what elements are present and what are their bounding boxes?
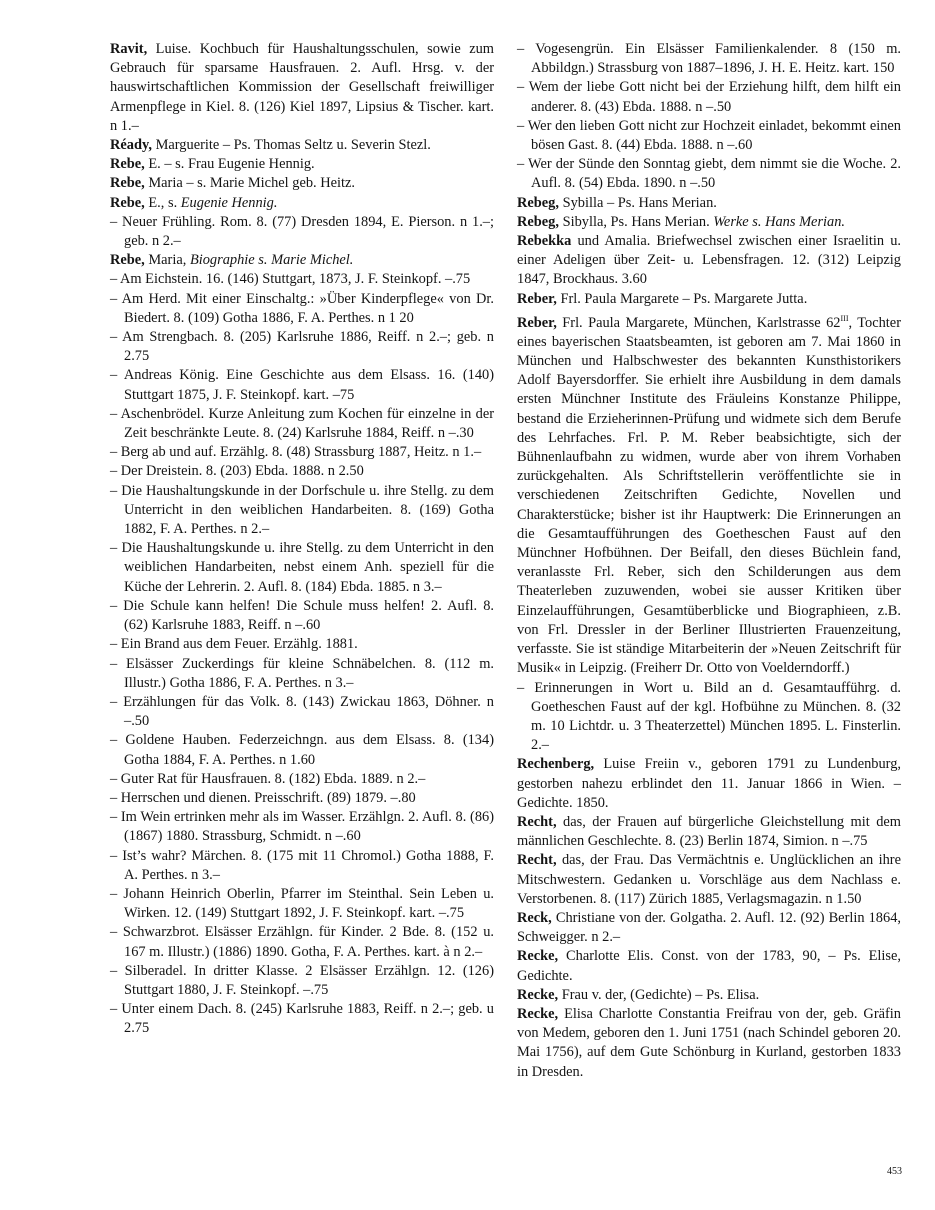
- entry-heading: Reber,: [517, 314, 557, 331]
- entry-text: – Vogesengrün. Ein Elsässer Familienkalender. 8 (150 m. Abbildgn.) Strassburg von 1887–1896, J. H. E. Heitz. kart. 150: [517, 41, 901, 77]
- entry-heading: Rebeg,: [517, 194, 559, 211]
- bibliography-entry: [517, 194, 901, 213]
- entry-heading: Rebe,: [110, 194, 145, 211]
- entry-text: – Ist’s wahr? Märchen. 8. (175 mit 11 Chromol.) Gotha 1888, F. A. Perthes. n 3.–: [110, 847, 494, 883]
- bibliography-entry: [517, 1005, 901, 1082]
- bibliography-entry: [110, 194, 494, 213]
- entry-text: Luise Freiin v., geboren 1791 zu Lundenburg, gestorben nahezu erblindet den 11. Januar 1866 in Wien. – Gedichte. 1850.: [517, 756, 901, 811]
- entry-text: Luise. Kochbuch für Haushaltungsschulen, sowie zum Gebrauch für sparsame Hausfrauen. 2. Aufl. Hrsg. v. der hauswirtschaftlichen Kommission der Gesellschaft freiwilliger Armenpflege in Kiel. 8. (126) Kiel 1897, Lipsius & Tischer. kart. n 1.–: [110, 41, 494, 134]
- bibliography-entry: [110, 808, 494, 846]
- entry-text: – Unter einem Dach. 8. (245) Karlsruhe 1883, Reiff. n 2.–; geb. u 2.75: [110, 1001, 494, 1037]
- bibliography-entry: [110, 443, 494, 462]
- entry-text: – Ein Brand aus dem Feuer. Erzählg. 1881.: [110, 636, 358, 653]
- bibliography-entry: [110, 366, 494, 404]
- bibliography-entry: [110, 1000, 494, 1038]
- bibliography-entry: [110, 885, 494, 923]
- entry-text: – Schwarzbrot. Elsässer Erzählgn. für Kinder. 2 Bde. 8. (152 u. 167 m. Illustr.) (1886) 1890. Gotha, F. A. Perthes. kart. à n 2.–: [110, 924, 494, 960]
- bibliography-entry: [110, 405, 494, 443]
- bibliography-entry: [110, 693, 494, 731]
- entry-heading: Rechenberg,: [517, 756, 595, 773]
- bibliography-entry: [110, 290, 494, 328]
- bibliography-entry: [517, 232, 901, 290]
- entry-heading: Recke,: [517, 1005, 559, 1022]
- entry-text: Marguerite – Ps. Thomas Seltz u. Severin Stezl.: [151, 137, 431, 154]
- bibliography-entry: [110, 40, 494, 136]
- bibliography-entry: [110, 923, 494, 961]
- bibliography-entry: [517, 290, 901, 309]
- entry-text: – Wem der liebe Gott nicht bei der Erziehung hilft, dem hilft ein anderer. 8. (43) Ebda. 1888. n –.50: [517, 79, 901, 115]
- bibliography-entry: [110, 635, 494, 654]
- entry-heading: Reck,: [517, 909, 552, 926]
- bibliography-entry: [517, 213, 901, 232]
- entry-text: – Berg ab und auf. Erzählg. 8. (48) Strassburg 1887, Heitz. n 1.–: [110, 444, 482, 461]
- entry-heading: Recht,: [517, 813, 557, 830]
- bibliography-entry: [517, 40, 901, 78]
- entry-text: Christiane von der. Golgatha. 2. Aufl. 12. (92) Berlin 1864, Schweigger. n 2.–: [517, 909, 901, 946]
- bibliography-entry: [110, 482, 494, 540]
- bibliography-entry: [110, 539, 494, 597]
- entry-superscript: III: [840, 313, 849, 323]
- bibliography-entry: [110, 597, 494, 635]
- bibliography-entry: [517, 155, 901, 193]
- entry-text: Frau v. der, (Gedichte) – Ps. Elisa.: [558, 986, 760, 1003]
- entry-text: – Neuer Frühling. Rom. 8. (77) Dresden 1894, E. Pierson. n 1.–; geb. n 2.–: [110, 213, 494, 250]
- bibliography-entry: [110, 789, 494, 808]
- bibliography-entry: [517, 679, 901, 756]
- entry-text: – Am Eichstein. 16. (146) Stuttgart, 1873, J. F. Steinkopf. –.75: [110, 271, 471, 288]
- entry-heading: Rebe,: [110, 175, 145, 192]
- bibliography-entry: [110, 270, 494, 289]
- entry-text: – Die Haushaltungskunde u. ihre Stellg. zu dem Unterricht in den weiblichen Handarbeiten, nebst einem Anh. speziell für die Küche der Lehrerin. 2. Aufl. 8. (184) Ebda. 1885. n 3.–: [110, 540, 494, 595]
- bibliography-entry: [517, 78, 901, 116]
- entry-heading: Rebe,: [110, 156, 145, 173]
- entry-text: Maria – s. Marie Michel geb. Heitz.: [144, 175, 355, 192]
- bibliography-entry: [517, 851, 901, 909]
- bibliography-entry: [110, 847, 494, 885]
- entry-text: – Wer der Sünde den Sonntag giebt, dem nimmt sie die Woche. 2. Aufl. 8. (54) Ebda. 1890. n –.50: [517, 156, 901, 192]
- entry-text: – Aschenbrödel. Kurze Anleitung zum Kochen für einzelne in der Zeit beschränkte Leute. 8. (24) Karlsruhe 1884, Reiff. n –.30: [110, 405, 494, 442]
- bibliography-entry: [110, 655, 494, 693]
- bibliography-entry: [110, 136, 494, 155]
- entry-text: Elisa Charlotte Constantia Freifrau von der, geb. Gräfin von Medem, geboren den 1. Juni 1751 (nach Schindel geboren 20. Mai 1756), auf dem Gute Schönburg in Kurland, gestorben 1833 in Dresden.: [517, 1005, 901, 1080]
- entry-text-continued: , Tochter eines bayerischen Staatsbeamten, ist geboren am 7. Mai 1860 in München und Halbschwester des bekannten Kunsthistorikers Adolf Bayersdorffer. Sie erhielt ihre Ausbildung in dem damals ersten Münchner Institute des Fräuleins Konstanze Philippe, bestand die Erzieherinnen-Prüfung und widmete sich dem Berufe des Lehrfaches. Frl. P. M. Reber beabsichtigte, sich der Bühnenlaufbahn zu widmen, wurde aber von ihrem Vorhaben zurückgehalten. Als Schriftstellerin veröffentlichte sie in verschiedenen Zeitschriften Gedichte, Novellen und Charakterstücke; bisher ist ihr Hauptwerk: Die Erinnerungen an die Gesamtaufführungen des Goetheschen Faust auf den Münchner Hofbühnen. Der Beifall, den dieses Büchlein fand, veranlasste Frl. Reber, sich den Schilderungen aus dem Theaterleben zuzuwenden, wobei sie ausser Kritiken über Einzelaufführungen, Gesamtüberblicke und Biographieen, z.B. von Frl. Dressler in der Berliner Illustrierten Frauenzeitung, verfasste. Sie ist ständige Mitarbeiterin der »Neuen Zeitschrift für Musik« in Leipzig. (Freiherr Dr. Otto von Voelderndorff.): [517, 314, 901, 677]
- bibliography-entry: [110, 213, 494, 251]
- bibliography-entry: [517, 309, 901, 679]
- entry-heading: Recke,: [517, 948, 559, 965]
- entry-text: – Johann Heinrich Oberlin, Pfarrer im Steinthal. Sein Leben u. Wirken. 12. (149) Stuttgart 1892, J. F. Steinkopf. kart. –.75: [110, 885, 494, 922]
- entry-text: Sibylla, Ps. Hans Merian.: [558, 213, 714, 230]
- bibliography-entry: [517, 947, 901, 985]
- entry-text: – Am Strengbach. 8. (205) Karlsruhe 1886, Reiff. n 2.–; geb. n 2.75: [110, 329, 494, 365]
- bibliography-entry: [517, 909, 901, 947]
- entry-text: Frl. Paula Margarete – Ps. Margarete Jutta.: [556, 290, 808, 307]
- entry-text: – Herrschen und dienen. Preisschrift. (89) 1879. –.80: [110, 789, 416, 806]
- entry-heading: Reber,: [517, 290, 557, 307]
- entry-text: – Andreas König. Eine Geschichte aus dem Elsass. 16. (140) Stuttgart 1875, J. F. Steinkopf. kart. –75: [110, 367, 494, 403]
- entry-italic-text: Eugenie Hennig.: [180, 194, 278, 211]
- bibliography-entry: [517, 755, 901, 813]
- entry-text: E. – s. Frau Eugenie Hennig.: [144, 156, 315, 173]
- bibliography-entry: [110, 328, 494, 366]
- entry-heading: Réady,: [110, 137, 152, 154]
- entry-text: Sybilla – Ps. Hans Merian.: [558, 194, 717, 211]
- entry-heading: Rebeg,: [517, 213, 559, 230]
- entry-text: Maria,: [144, 252, 190, 269]
- entry-text: – Elsässer Zuckerdings für kleine Schnäbelchen. 8. (112 m. Illustr.) Gotha 1886, F. A. Perthes. n 3.–: [110, 655, 494, 691]
- entry-text: – Erzählungen für das Volk. 8. (143) Zwickau 1863, Döhner. n –.50: [110, 693, 494, 730]
- entry-text: E., s.: [144, 194, 181, 211]
- entry-heading: Recht,: [517, 852, 557, 869]
- entry-text: – Guter Rat für Hausfrauen. 8. (182) Ebda. 1889. n 2.–: [110, 770, 426, 787]
- entry-italic-text: Werke s. Hans Merian.: [713, 213, 846, 230]
- entry-heading: Ravit,: [110, 41, 148, 57]
- bibliography-entry: [517, 986, 901, 1005]
- entry-text: – Silberadel. In dritter Klasse. 2 Elsässer Erzählgn. 12. (126) Stuttgart 1880, J. F. Steinkopf. –.75: [110, 962, 494, 998]
- entry-text: – Erinnerungen in Wort u. Bild an d. Gesamtaufführg. d. Goetheschen Faust auf der kgl. Hofbühne zu München. 8. (32 m. 10 Lichtdr. u. 3 Theaterzettel) München 1895. L. Finsterlin. 2.–: [517, 679, 901, 754]
- entry-heading: Rebekka: [517, 233, 572, 250]
- bibliography-entry: [110, 155, 494, 174]
- page-number: 453: [887, 1166, 902, 1177]
- entry-text: und Amalia. Briefwechsel zwischen einer Israelitin u. einer Adeligen über Zeit- u. Lebensfragen. 12. (312) Leipzig 1847, Brockhaus. 3.60: [517, 233, 901, 288]
- entry-text: – Die Haushaltungskunde in der Dorfschule u. ihre Stellg. zu dem Unterricht in den weiblichen Handarbeiten. 8. (169) Gotha 1882, F. A. Perthes. n 2.–: [110, 482, 494, 538]
- entry-text: – Goldene Hauben. Federzeichngn. aus dem Elsass. 8. (134) Gotha 1884, F. A. Perthes. n 1.60: [110, 732, 494, 768]
- entry-text: Charlotte Elis. Const. von der 1783, 90, – Ps. Elise, Gedichte.: [517, 948, 901, 984]
- entry-text: – Wer den lieben Gott nicht zur Hochzeit einladet, bekommt einen bösen Gast. 8. (44) Ebda. 1888. n –.60: [517, 117, 901, 154]
- bibliography-entry: [517, 117, 901, 155]
- entry-text: das, der Frau. Das Vermächtnis e. Unglücklichen an ihre Mitschwestern. Gedanken u. Vorschläge aus dem Nachlass e. Verstorbenen. 8. (117) Zürich 1885, Verlagsmagazin. n 1.50: [517, 852, 901, 907]
- bibliography-entry: [110, 174, 494, 193]
- entry-text: – Die Schule kann helfen! Die Schule muss helfen! 2. Aufl. 8. (62) Karlsruhe 1883, Reiff. n –.60: [110, 597, 494, 634]
- entry-text: Frl. Paula Margarete, München, Karlstrasse 62: [556, 314, 841, 331]
- bibliography-entry: [110, 770, 494, 789]
- bibliography-entry: [110, 462, 494, 481]
- entry-italic-text: Biographie s. Marie Michel.: [189, 252, 354, 269]
- entry-text: – Der Dreistein. 8. (203) Ebda. 1888. n 2.50: [110, 463, 364, 480]
- bibliography-entry: [110, 962, 494, 1000]
- entry-text: – Im Wein ertrinken mehr als im Wasser. Erzählgn. 2. Aufl. 8. (86) (1867) 1880. Strassburg, Schmidt. n –.60: [110, 809, 494, 845]
- entry-text: das, der Frauen auf bürgerliche Gleichstellung mit dem männlichen Geschlechte. 8. (23) Berlin 1874, Simion. n –.75: [517, 813, 901, 850]
- bibliography-entry: [110, 251, 494, 270]
- bibliography-entry: [517, 813, 901, 851]
- right-column: [517, 40, 901, 1082]
- entry-text: – Am Herd. Mit einer Einschaltg.: »Über Kinderpflege« von Dr. Biedert. 8. (109) Gotha 1886, F. A. Perthes. n 1 20: [110, 290, 494, 326]
- entry-heading: Rebe,: [110, 252, 145, 269]
- entry-heading: Recke,: [517, 986, 559, 1003]
- left-column: [110, 40, 494, 1039]
- bibliography-entry: [110, 731, 494, 769]
